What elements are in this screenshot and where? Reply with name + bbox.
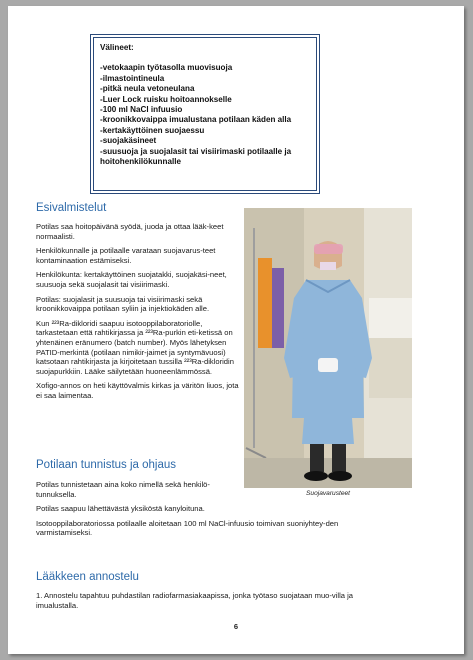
section-body-drug-administration: [36, 591, 366, 615]
equipment-item: -suojakäsineet: [100, 136, 157, 146]
section-body-preparations: [36, 222, 241, 406]
equipment-item: -100 ml NaCl infuusio: [100, 105, 183, 115]
equipment-box-content: [100, 43, 315, 167]
equipment-item: -Luer Lock ruisku hoitoannokselle: [100, 94, 232, 104]
paragraph: Potilas: suojalasit ja suusuoja tai visiirimaski sekä kroonikkovaippa potilaan syliin ja injektiokäden alle.: [36, 294, 210, 314]
document-page: [8, 6, 464, 654]
equipment-item: -vetokaapin työtasolla muovisuoja: [100, 63, 233, 73]
paragraph: 1. Annostelu tapahtuu puhdastilan radiofarmasiakaapissa, jonka työtaso suojataan muo-villa ja imualustalla.: [36, 591, 354, 610]
paragraph: Potilas saapuu lähettävästä yksiköstä kanyloituna.: [36, 504, 205, 514]
equipment-item: -pitkä neula vetoneulana: [100, 84, 195, 94]
equipment-box-title: Välineet:: [100, 43, 134, 52]
paragraph: Isotooppilaboratoriossa potilaalle aloitetaan 100 ml NaCl-infuusio toimivan suoniyhtey-den varmistamiseksi.: [36, 518, 339, 538]
person-in-protective-gear-illustration: [244, 208, 412, 488]
section-heading-drug-administration: Lääkkeen annostelu: [36, 571, 139, 583]
equipment-item: -ilmastointineula: [100, 73, 165, 83]
section-heading-preparations: Esivalmistelut: [36, 202, 107, 214]
photo-caption: Suojavarusteet: [306, 490, 350, 497]
page-number: 6: [233, 622, 239, 631]
paragraph: Potilas saa hoitopäivänä syödä, juoda ja ottaa lääk-keet normaalisti.: [36, 222, 224, 241]
protective-equipment-photo: [244, 208, 412, 488]
equipment-item: hoitohenkilökunnalle: [100, 157, 181, 167]
paragraph: Xofigo-annos on heti käyttövalmis kirkas ja väritön liuos, jota ei saa laimentaa.: [36, 381, 239, 400]
equipment-item: -kroonikkovaippa imualustana potilaan käden alla: [100, 115, 292, 125]
paragraph: Henkilökunnalle ja potilaalle varataan suojavarus-teet kontaminaation estämiseksi.: [36, 246, 216, 265]
equipment-box: [90, 34, 320, 194]
paragraph: Henkilökunta: kertakäyttöinen suojatakki, suojakäsi-neet, suusuoja sekä suojalasit tai visiirimaski.: [36, 270, 227, 289]
equipment-list: [100, 63, 315, 167]
section-heading-patient-identification: Potilaan tunnistus ja ohjaus: [36, 459, 177, 471]
equipment-item: -suusuoja ja suojalasit tai visiirimaski potilaalle ja: [100, 146, 292, 156]
section-body-patient-identification: [36, 480, 366, 543]
equipment-item: -kertakäyttöinen suojaessu: [100, 125, 205, 135]
paragraph: Potilas tunnistetaan aina koko nimellä sekä henkilö-tunnuksella.: [36, 480, 210, 499]
paragraph: Kun ²²³Ra-dikloridi saapuu isotooppilaboratoriolle, tarkastetaan että rahtikirjassa ja ²²³Ra-purkin eti-ketissä on yhtenäinen eränumero (batch number). Myös lähetyksen PATID-merkintä (potilaan nimikir-jaimet ja syntymävuosi) katsotaan rahtikirjasta ja kirjoitetaan tussilla ²²³Ra-dikloridin suojapurkkiin. Lääke säilytetään huoneenlämmössä.: [36, 318, 234, 376]
